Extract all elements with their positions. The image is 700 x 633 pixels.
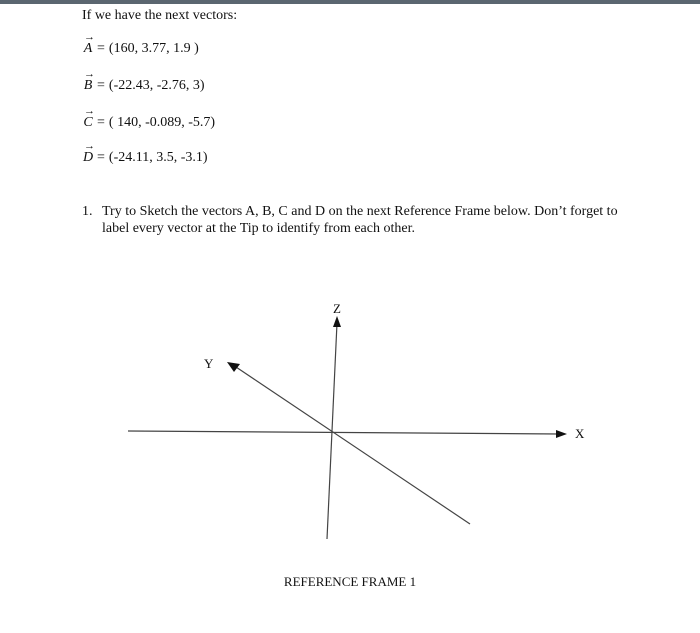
vector-arrow-icon: →: [84, 140, 95, 152]
vector-b-value: (-22.43, -2.76, 3): [108, 78, 205, 93]
x-axis-line: [128, 431, 560, 434]
x-axis-arrowhead: [556, 430, 567, 438]
equals-sign: =: [97, 41, 105, 56]
z-axis-label: Z: [333, 301, 341, 316]
y-axis-label: Y: [204, 356, 214, 371]
vector-d-value: (-24.11, 3.5, -3.1): [108, 150, 208, 165]
vector-a-symbol: → A: [83, 31, 95, 56]
vector-arrow-icon: →: [84, 68, 95, 80]
frame-caption: REFERENCE FRAME 1: [283, 574, 417, 589]
vector-c-symbol: → C: [83, 105, 95, 130]
equals-sign: =: [97, 150, 105, 165]
intro-text: If we have the next vectors:: [82, 8, 238, 23]
vector-a-value: (160, 3.77, 1.9 ): [108, 41, 199, 56]
y-axis-arrowhead: [227, 362, 240, 372]
vector-b-symbol: → B: [83, 68, 95, 93]
equals-sign: =: [97, 78, 105, 93]
vector-c-value: ( 140, -0.089, -5.7): [108, 115, 216, 130]
question-text: Try to Sketch the vectors A, B, C and D on the next Reference Frame below. Don’t forget to label every vector at the Tip to identify from each other.: [102, 204, 618, 236]
equals-sign: =: [97, 115, 105, 130]
x-axis-label: X: [575, 426, 585, 441]
vector-d-symbol: → D: [82, 140, 95, 165]
y-axis-line: [236, 367, 470, 524]
z-axis-arrowhead: [333, 316, 341, 327]
question-number: 1.: [82, 204, 93, 219]
vector-arrow-icon: →: [84, 31, 95, 43]
vector-arrow-icon: →: [84, 105, 95, 117]
